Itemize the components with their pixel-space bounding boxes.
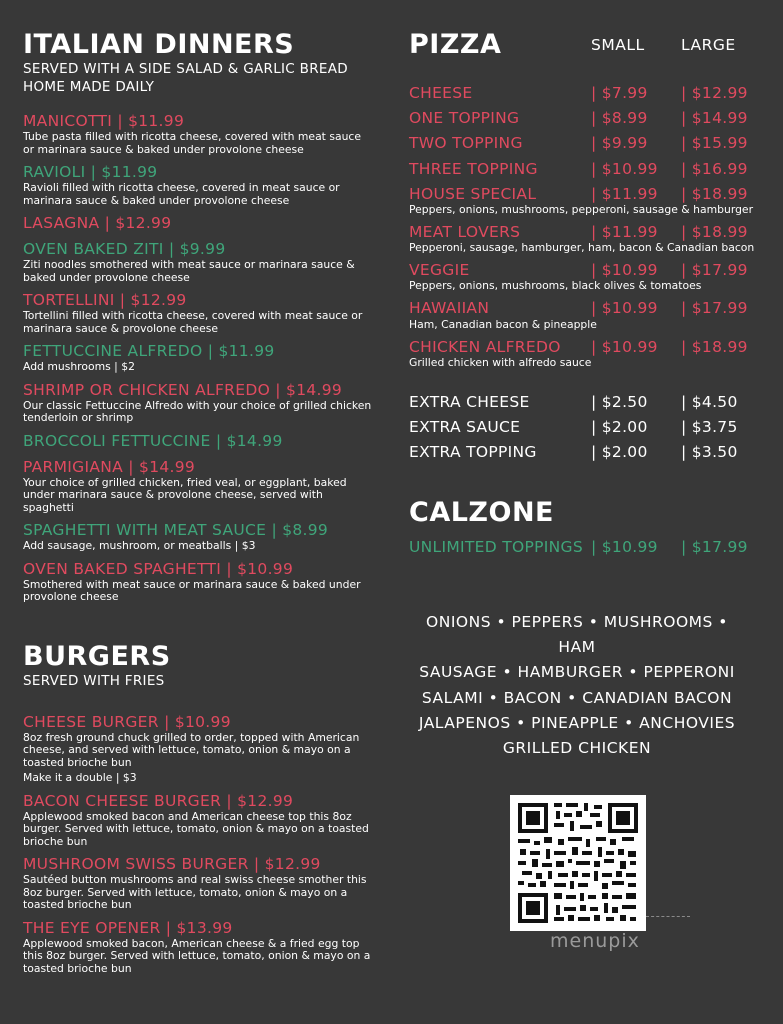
- pizza-row: [409, 221, 769, 246]
- pizza-large-price: | $15.99: [681, 134, 748, 153]
- item-extra: Make it a double | $3: [23, 771, 137, 784]
- item-desc: Add mushrooms | $2: [23, 360, 135, 373]
- pizza-desc: Pepperoni, sausage, hamburger, ham, bacon & Canadian bacon: [409, 241, 755, 255]
- toppings-line: GRILLED CHICKEN: [502, 739, 652, 758]
- small-label: SMALL: [591, 36, 645, 54]
- item-desc: Your choice of grilled chicken, fried veal, or eggplant, baked under marinara sauce & provolone cheese, served with spaghetti: [23, 475, 347, 514]
- pizza-row: [409, 132, 769, 157]
- italian-title: ITALIAN DINNERS: [23, 29, 295, 60]
- extra-small-price: | $2.00: [591, 443, 648, 462]
- item-name: MANICOTTI | $11.99: [23, 112, 185, 130]
- large-label: LARGE: [681, 36, 736, 54]
- menu-item: [23, 290, 373, 335]
- italian-subtitle-1: SERVED WITH A SIDE SALAD & GARLIC BREAD: [23, 61, 348, 77]
- pizza-small-price: | $10.99: [591, 337, 658, 356]
- item-desc: 8oz fresh ground chuck grilled to order, topped with American cheese, and served with lettuce, tomato, onion & mayo on a toasted brioche bun: [23, 730, 360, 769]
- item-desc: Ravioli filled with ricotta cheese, covered in meat sauce or marinara sauce & baked under provolone cheese: [23, 181, 340, 207]
- item-desc: Sautéed button mushrooms and real swiss cheese smother this 8oz burger. Served with lettuce, tomato, onion & mayo on a toasted brioche bun: [23, 873, 367, 911]
- item-name: TORTELLINI | $12.99: [23, 291, 187, 309]
- pizza-small-price: | $7.99: [591, 84, 648, 102]
- calzone-row: [409, 536, 769, 561]
- qr-code[interactable]: [510, 795, 646, 931]
- menu-item: [23, 791, 373, 849]
- pizza-name: CHICKEN ALFREDO: [409, 337, 561, 356]
- pizza-row: [409, 336, 769, 361]
- pizza-name: ONE TOPPING: [409, 109, 520, 128]
- pizza-name: MEAT LOVERS: [409, 222, 521, 241]
- item-name: LASAGNA | $12.99: [23, 214, 172, 232]
- menu-item: [23, 431, 373, 451]
- toppings-line: ONIONS • PEPPERS • MUSHROOMS • HAM: [426, 613, 728, 657]
- extra-small-price: | $2.00: [591, 417, 648, 436]
- pizza-desc: Grilled chicken with alfredo sauce: [409, 355, 592, 369]
- menu-item: [23, 111, 373, 156]
- extra-name: EXTRA CHEESE: [409, 392, 530, 411]
- pizza-small-price: | $10.99: [591, 159, 658, 178]
- pizza-large-price: | $16.99: [681, 159, 748, 178]
- pizza-name: HAWAIIAN: [409, 299, 490, 318]
- pizza-row: [409, 158, 769, 183]
- extra-large-price: | $3.50: [681, 443, 738, 462]
- pizza-small-price: | $10.99: [591, 299, 658, 318]
- menu-item: [23, 712, 373, 785]
- item-name: MUSHROOM SWISS BURGER | $12.99: [23, 855, 321, 873]
- item-name: CHEESE BURGER | $10.99: [23, 712, 231, 731]
- pizza-desc: Ham, Canadian bacon & pineapple: [409, 317, 597, 331]
- item-name: THE EYE OPENER | $13.99: [23, 918, 233, 937]
- menu-item: [23, 918, 373, 976]
- menu-item: [23, 520, 373, 553]
- item-desc: Add sausage, mushroom, or meatballs | $3: [23, 539, 256, 552]
- pizza-row: [409, 183, 769, 208]
- menu-item: [23, 162, 373, 207]
- pizza-large-price: | $17.99: [681, 299, 748, 318]
- pizza-large-price: | $18.99: [681, 222, 748, 241]
- pizza-name: CHEESE: [409, 84, 473, 102]
- item-desc: Tube pasta filled with ricotta cheese, covered with meat sauce or marinara sauce & baked under provolone cheese: [23, 130, 362, 156]
- menu-item: [23, 854, 373, 912]
- pizza-small-price: | $9.99: [591, 134, 648, 153]
- pizza-large-price: | $18.99: [681, 337, 748, 356]
- pizza-desc: Peppers, onions, mushrooms, black olives & tomatoes: [409, 279, 702, 293]
- item-name: SPAGHETTI WITH MEAT SAUCE | $8.99: [23, 521, 329, 539]
- menu-item: [23, 341, 373, 374]
- pizza-large-price: | $17.99: [681, 261, 748, 280]
- pizza-desc: Peppers, onions, mushrooms, pepperoni, sausage & hamburger: [409, 202, 754, 216]
- menu-item: [23, 380, 373, 425]
- pizza-name: HOUSE SPECIAL: [409, 184, 537, 203]
- item-name: RAVIOLI | $11.99: [23, 163, 158, 181]
- extra-large-price: | $4.50: [681, 392, 738, 411]
- burgers-title: BURGERS: [23, 640, 171, 672]
- pizza-large-price: | $18.99: [681, 184, 748, 203]
- item-desc: Smothered with meat sauce or marinara sauce & baked under provolone cheese: [23, 577, 361, 603]
- toppings-line: SALAMI • BACON • CANADIAN BACON: [421, 688, 733, 707]
- pizza-row: [409, 82, 769, 107]
- extra-row: [409, 391, 769, 416]
- calzone-small-price: | $10.99: [591, 538, 658, 557]
- pizza-large-price: | $12.99: [681, 84, 748, 102]
- item-name: BACON CHEESE BURGER | $12.99: [23, 791, 294, 810]
- menupix-watermark: menupix: [550, 930, 640, 952]
- pizza-small-price: | $11.99: [591, 184, 658, 203]
- item-name: OVEN BAKED ZITI | $9.99: [23, 240, 226, 258]
- calzone-large-price: | $17.99: [681, 538, 748, 557]
- item-name: SHRIMP OR CHICKEN ALFREDO | $14.99: [23, 380, 343, 399]
- toppings-line: JALAPENOS • PINEAPPLE • ANCHOVIES: [418, 713, 736, 732]
- pizza-small-price: | $8.99: [591, 109, 648, 128]
- item-name: PARMIGIANA | $14.99: [23, 457, 196, 476]
- pizza-small-price: | $10.99: [591, 261, 658, 280]
- right-column: [409, 30, 769, 561]
- item-desc: Applewood smoked bacon and American cheese top this 8oz burger. Served with lettuce, tomato, onion & mayo on a toasted brioche bun: [23, 809, 369, 848]
- menu-item: [23, 213, 373, 233]
- item-desc: Applewood smoked bacon, American cheese & a fried egg top this 8oz burger. Served with lettuce, tomato, onion & mayo on a toasted brioche bun: [23, 936, 371, 975]
- menu-item: [23, 239, 373, 284]
- pizza-name: VEGGIE: [409, 261, 470, 280]
- burgers-subtitle: SERVED WITH FRIES: [23, 672, 165, 689]
- pizza-large-price: | $14.99: [681, 109, 748, 128]
- watermark-divider: [646, 916, 690, 917]
- item-desc: Our classic Fettuccine Alfredo with your choice of grilled chicken tenderloin or shrimp: [23, 398, 372, 424]
- item-name: FETTUCCINE ALFREDO | $11.99: [23, 342, 275, 360]
- item-desc: Tortellini filled with ricotta cheese, covered with meat sauce or marinara sauce & provolone cheese: [23, 309, 363, 335]
- menu-item: [23, 457, 373, 515]
- calzone-title: CALZONE: [409, 497, 554, 529]
- extra-name: EXTRA TOPPING: [409, 443, 537, 462]
- pizza-header: [409, 30, 769, 70]
- calzone-name: UNLIMITED TOPPINGS: [409, 538, 583, 557]
- toppings-line: SAUSAGE • HAMBURGER • PEPPERONI: [419, 663, 735, 682]
- left-column: [23, 30, 373, 975]
- italian-subtitle-2: HOME MADE DAILY: [23, 79, 155, 95]
- menu-item: [23, 559, 373, 604]
- item-desc: Ziti noodles smothered with meat sauce or marinara sauce & baked under provolone cheese: [23, 258, 355, 284]
- extra-row: [409, 416, 769, 441]
- toppings-list: [409, 610, 745, 761]
- item-name: OVEN BAKED SPAGHETTI | $10.99: [23, 559, 294, 578]
- extra-large-price: | $3.75: [681, 417, 738, 436]
- pizza-small-price: | $11.99: [591, 222, 658, 241]
- item-name: BROCCOLI FETTUCCINE | $14.99: [23, 431, 283, 450]
- pizza-name: THREE TOPPING: [409, 159, 538, 178]
- pizza-row: [409, 107, 769, 132]
- extra-row: [409, 441, 769, 466]
- extra-small-price: | $2.50: [591, 392, 648, 411]
- pizza-row: [409, 297, 769, 322]
- pizza-name: TWO TOPPING: [409, 134, 523, 153]
- extra-name: EXTRA SAUCE: [409, 417, 521, 436]
- qr-code-icon: [510, 795, 646, 931]
- pizza-title: PIZZA: [409, 29, 502, 60]
- pizza-row: [409, 259, 769, 284]
